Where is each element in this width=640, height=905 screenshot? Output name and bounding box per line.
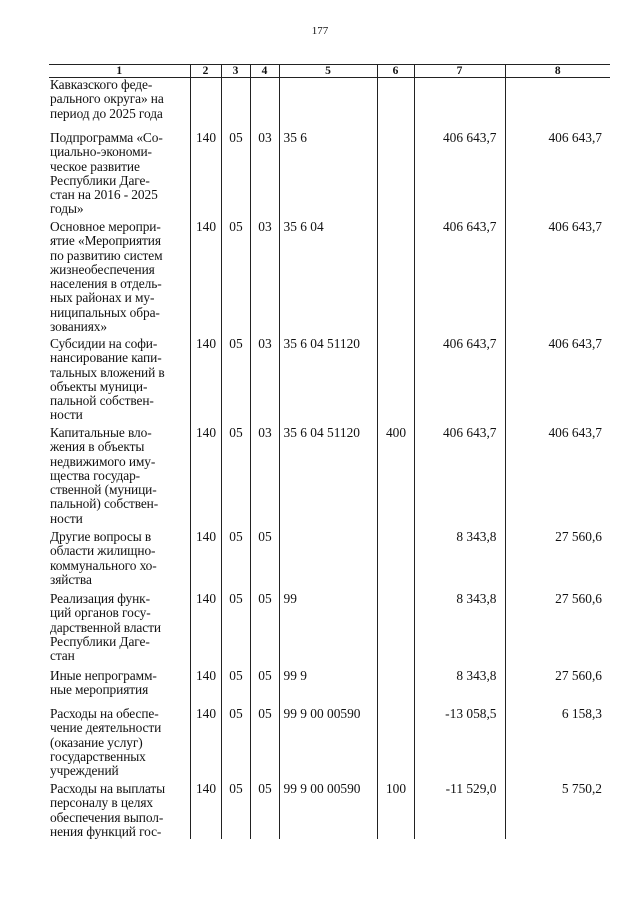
cell-c5: 99 9 [279, 669, 377, 707]
cell-c3: 05 [221, 426, 250, 530]
column-header-4: 4 [250, 65, 279, 78]
table-row [49, 530, 610, 592]
budget-table [49, 64, 610, 839]
cell-c6 [377, 131, 414, 220]
column-header-2: 2 [190, 65, 221, 78]
cell-c7: 406 643,7 [414, 220, 505, 337]
cell-c5: 35 6 04 [279, 220, 377, 337]
cell-c2: 140 [190, 426, 221, 530]
table-row [49, 78, 610, 132]
cell-c2: 140 [190, 592, 221, 669]
cell-c3: 05 [221, 782, 250, 839]
cell-c5: 99 9 00 00590 [279, 782, 377, 839]
cell-c4: 03 [250, 131, 279, 220]
cell-c7: -11 529,0 [414, 782, 505, 839]
cell-c7: 8 343,8 [414, 669, 505, 707]
table-row [49, 782, 610, 839]
page-number: 177 [311, 25, 329, 37]
cell-c4: 05 [250, 530, 279, 592]
cell-c3 [221, 78, 250, 132]
cell-c2: 140 [190, 337, 221, 426]
table-row [49, 337, 610, 426]
cell-c2 [190, 78, 221, 132]
cell-c5: 99 9 00 00590 [279, 707, 377, 782]
cell-c7: 406 643,7 [414, 131, 505, 220]
cell-c2: 140 [190, 131, 221, 220]
row-name: Подпрограмма «Со- циально-экономи- ческое развитие Республики Даге- стан на 2016 - 2025 годы» [49, 131, 190, 220]
cell-c4: 03 [250, 426, 279, 530]
cell-c6 [377, 669, 414, 707]
cell-c7: 8 343,8 [414, 530, 505, 592]
table-row [49, 592, 610, 669]
cell-c8: 27 560,6 [505, 592, 610, 669]
column-header-6: 6 [377, 65, 414, 78]
cell-c8 [505, 78, 610, 132]
cell-c2: 140 [190, 220, 221, 337]
row-name: Капитальные вло- жения в объекты недвижимого иму- щества государ- ственной (муници- пальной) собствен- ности [49, 426, 190, 530]
cell-c4: 05 [250, 669, 279, 707]
row-name: Субсидии на софи- нансирование капи- тальных вложений в объекты муници- пальной собствен- ности [49, 337, 190, 426]
cell-c3: 05 [221, 131, 250, 220]
cell-c2: 140 [190, 782, 221, 839]
cell-c4: 05 [250, 592, 279, 669]
cell-c6 [377, 220, 414, 337]
row-name: Реализация функ- ций органов госу- дарственной власти Республики Даге- стан [49, 592, 190, 669]
row-name: Расходы на обеспе- чение деятельности (оказание услуг) государственных учреждений [49, 707, 190, 782]
cell-c4: 03 [250, 337, 279, 426]
cell-c2: 140 [190, 530, 221, 592]
cell-c4: 03 [250, 220, 279, 337]
cell-c2: 140 [190, 669, 221, 707]
cell-c3: 05 [221, 707, 250, 782]
cell-c8: 5 750,2 [505, 782, 610, 839]
cell-c6: 400 [377, 426, 414, 530]
column-header-7: 7 [414, 65, 505, 78]
cell-c4: 05 [250, 707, 279, 782]
table-row [49, 220, 610, 337]
cell-c6 [377, 592, 414, 669]
cell-c5: 35 6 04 51120 [279, 337, 377, 426]
row-name: Кавказского феде- рального округа» на период до 2025 года [49, 78, 190, 132]
cell-c8: 27 560,6 [505, 530, 610, 592]
cell-c5: 35 6 04 51120 [279, 426, 377, 530]
cell-c3: 05 [221, 530, 250, 592]
cell-c5 [279, 78, 377, 132]
cell-c8: 406 643,7 [505, 220, 610, 337]
table-row [49, 426, 610, 530]
cell-c3: 05 [221, 337, 250, 426]
cell-c3: 05 [221, 669, 250, 707]
cell-c2: 140 [190, 707, 221, 782]
cell-c7: 8 343,8 [414, 592, 505, 669]
cell-c7: 406 643,7 [414, 426, 505, 530]
cell-c6 [377, 530, 414, 592]
column-header-1: 1 [49, 65, 190, 78]
cell-c6: 100 [377, 782, 414, 839]
cell-c5: 99 [279, 592, 377, 669]
cell-c7: -13 058,5 [414, 707, 505, 782]
row-name: Иные непрограмм- ные мероприятия [49, 669, 190, 707]
cell-c4: 05 [250, 782, 279, 839]
cell-c5 [279, 530, 377, 592]
cell-c3: 05 [221, 592, 250, 669]
column-header-8: 8 [505, 65, 610, 78]
cell-c7 [414, 78, 505, 132]
column-header-5: 5 [279, 65, 377, 78]
row-name: Расходы на выплаты персоналу в целях обеспечения выпол- нения функций гос- [49, 782, 190, 839]
column-header-3: 3 [221, 65, 250, 78]
cell-c8: 406 643,7 [505, 337, 610, 426]
cell-c6 [377, 78, 414, 132]
row-name: Основное меропри- ятие «Мероприятия по развитию систем жизнеобеспечения населения в отдель- ных районах и му- ниципальных обра- зованиях» [49, 220, 190, 337]
cell-c8: 406 643,7 [505, 426, 610, 530]
cell-c8: 406 643,7 [505, 131, 610, 220]
cell-c5: 35 6 [279, 131, 377, 220]
cell-c6 [377, 337, 414, 426]
table-header-row [49, 65, 610, 78]
row-name: Другие вопросы в области жилищно- коммунального хо- зяйства [49, 530, 190, 592]
cell-c6 [377, 707, 414, 782]
cell-c8: 27 560,6 [505, 669, 610, 707]
cell-c7: 406 643,7 [414, 337, 505, 426]
cell-c4 [250, 78, 279, 132]
table-row [49, 131, 610, 220]
table-row [49, 707, 610, 782]
cell-c8: 6 158,3 [505, 707, 610, 782]
cell-c3: 05 [221, 220, 250, 337]
table-row [49, 669, 610, 707]
